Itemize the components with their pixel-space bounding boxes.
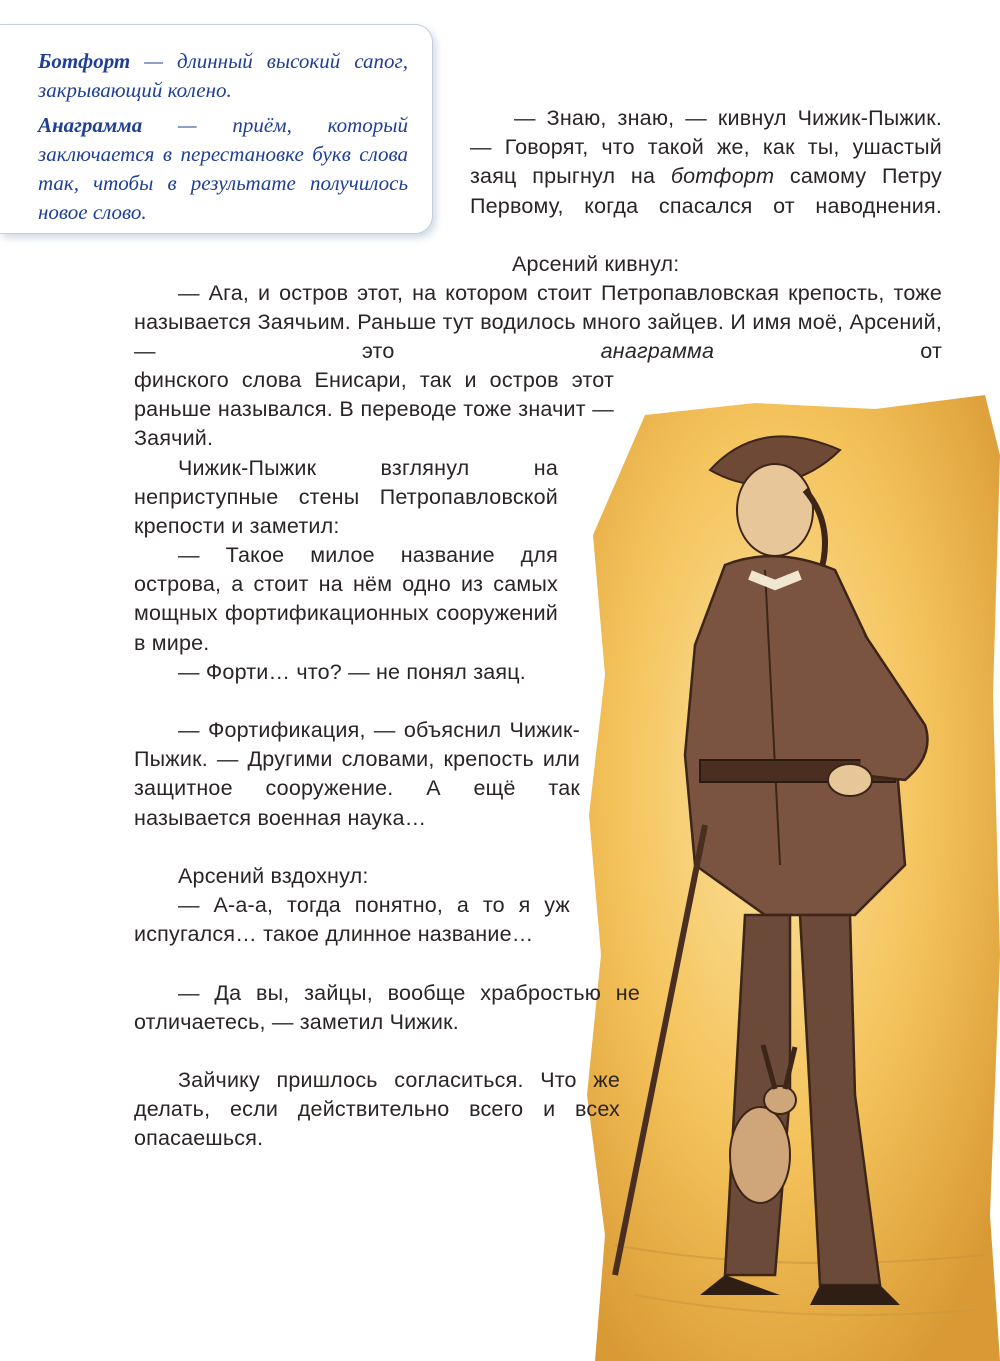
story-paragraph-7: — Фортификация, — объяснил Чижик-Пыжик. — Другими словами, крепость или защитное сооружение. А ещё так называется военная наука…	[134, 718, 580, 830]
story-paragraph-5: — Такое милое название для острова, а стоит на нём одно из самых мощных фортификационных сооружений в мире.	[134, 543, 558, 655]
glossary-entry-anagram	[38, 111, 408, 227]
story-paragraph-2: Арсений кивнул:	[512, 252, 680, 276]
story-paragraph-3-italic: анаграмма	[600, 339, 715, 364]
peter-the-great-illustration	[575, 395, 1000, 1361]
story-paragraph-1	[470, 104, 942, 221]
story-paragraph-3-continued: финского слова Енисари, так и остров этот раньше назывался. В переводе тоже значит — Заячий.	[134, 368, 614, 451]
story-paragraph-4: Чижик-Пыжик взглянул на неприступные стены Петропавловской крепости и заметил:	[134, 456, 558, 539]
glossary-term-boot: Ботфорт	[38, 49, 131, 73]
story-paragraph-11: Зайчику пришлось согласиться. Что же делать, если действительно всего и всех опасаешься.	[134, 1068, 620, 1151]
story-paragraph-8: Арсений вздохнул:	[178, 864, 369, 888]
story-paragraph-6: — Форти… что? — не понял заяц.	[178, 660, 526, 684]
glossary-entry-boot	[38, 47, 408, 105]
story-paragraph-1-italic: ботфорт	[670, 164, 775, 189]
story-paragraph-3-text-b: от	[714, 339, 942, 364]
story-paragraph-3	[134, 279, 942, 367]
story-paragraph-1-text-b: самому Петру Первому, когда спасался от наводнения.	[470, 164, 942, 218]
story-paragraph-9: — А-а-а, тогда понятно, а то я уж испугался… такое длинное название…	[134, 893, 570, 947]
glossary-definition-boot: — длинный высокий сапог, закрывающий колено.	[38, 49, 408, 102]
glossary-definition-anagram: — приём, который заключается в перестановке букв слова так, чтобы в результате получилось новое слово.	[38, 113, 408, 224]
story-paragraph-10: — Да вы, зайцы, вообще храбростью не отличаетесь, — заметил Чижик.	[134, 981, 640, 1035]
glossary-term-anagram: Анаграмма	[38, 113, 143, 137]
story-paragraph-1-text-a: — Знаю, знаю, — кивнул Чижик-Пыжик. — Говорят, что такой же, как ты, ушастый заяц прыгнул на	[470, 106, 942, 189]
glossary-box	[0, 24, 433, 234]
story-paragraph-3-text-a: — Ага, и остров этот, на котором стоит Петропавловская крепость, тоже называется Заячьим. Раньше тут водилось много зайцев. И имя моё, Арсений, — это	[134, 281, 942, 364]
